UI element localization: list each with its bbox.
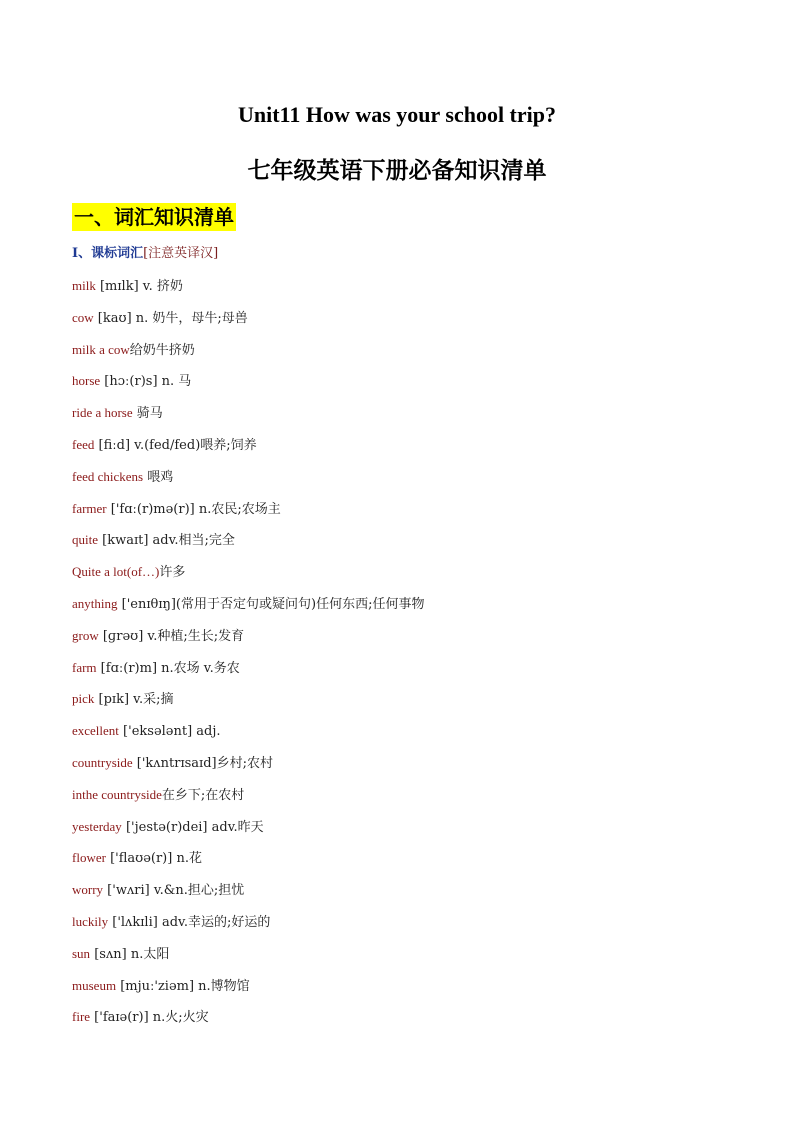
vocabulary-entry <box>72 1007 424 1039</box>
vocabulary-word: excellent <box>72 723 119 739</box>
vocabulary-definition: ['eksələnt] adj. <box>118 724 221 740</box>
vocabulary-word: farm <box>72 659 97 675</box>
vocabulary-word: luckily <box>72 913 109 929</box>
vocabulary-word: inthe countryside <box>72 786 162 802</box>
vocabulary-word: quite <box>72 532 98 548</box>
vocabulary-entry <box>72 880 424 912</box>
vocabulary-word: milk a cow <box>72 341 130 357</box>
vocabulary-definition: [fiːd] v.(fed/fed)喂养;饲养 <box>94 437 257 453</box>
vocabulary-word: sun <box>72 945 91 961</box>
vocabulary-word: yesterday <box>72 818 122 834</box>
vocabulary-list <box>72 276 424 1039</box>
subsection-lead: I、课标词汇 <box>72 246 144 261</box>
vocabulary-word: grow <box>72 627 99 643</box>
vocabulary-entry <box>72 308 424 340</box>
vocabulary-entry <box>72 658 424 690</box>
vocabulary-definition: 许多 <box>159 565 186 581</box>
vocabulary-definition: [hɔː(r)s] n. 马 <box>100 374 192 390</box>
vocabulary-definition: 给奶牛挤奶 <box>129 342 195 358</box>
vocabulary-entry <box>72 817 424 849</box>
vocabulary-word: cow <box>72 309 94 325</box>
vocabulary-entry <box>72 371 424 403</box>
vocabulary-word: feed <box>72 436 95 452</box>
vocabulary-definition: ['kʌntrɪsaɪd]乡村;农村 <box>132 755 273 771</box>
vocabulary-definition: ['wʌri] v.&n.担心;担忧 <box>103 883 245 899</box>
vocabulary-entry <box>72 848 424 880</box>
vocabulary-word: countryside <box>72 754 133 770</box>
vocabulary-word: fire <box>72 1009 91 1025</box>
vocabulary-entry <box>72 467 424 499</box>
section-heading: 一、词汇知识清单 <box>74 205 234 229</box>
vocabulary-word: milk <box>72 278 96 293</box>
vocabulary-definition: ['jestə(r)dei] adv.昨天 <box>121 819 264 835</box>
vocabulary-definition: [sʌn] n.太阳 <box>90 946 170 962</box>
vocabulary-word: flower <box>72 850 106 866</box>
vocabulary-definition: [kaʊ] n. 奶牛，母牛;母兽 <box>93 310 248 326</box>
vocabulary-word: farmer <box>72 500 107 516</box>
vocabulary-definition: ['enɪθɪŋ](常用于否定句或疑问句)任何东西;任何事物 <box>117 596 425 612</box>
vocabulary-word: horse <box>72 373 101 389</box>
vocabulary-entry <box>72 594 424 626</box>
vocabulary-word: museum <box>72 977 117 993</box>
vocabulary-definition: [mjuː'ziəm] n.博物馆 <box>116 978 250 994</box>
vocabulary-definition: [fɑː(r)m] n.农场 v.务农 <box>96 660 240 676</box>
vocabulary-definition: ['faɪə(r)] n.火;火灾 <box>90 1010 209 1026</box>
vocabulary-entry <box>72 944 424 976</box>
subsection-note: [注意英译汉] <box>143 246 219 261</box>
vocabulary-entry <box>72 976 424 1008</box>
vocabulary-word: feed chickens <box>72 468 144 484</box>
vocabulary-entry <box>72 626 424 658</box>
vocabulary-word: ride a horse <box>72 405 133 421</box>
vocabulary-entry <box>72 562 424 594</box>
vocabulary-entry <box>72 785 424 817</box>
vocabulary-entry <box>72 340 424 372</box>
vocabulary-entry <box>72 403 424 435</box>
vocabulary-entry <box>72 721 424 753</box>
vocabulary-entry <box>72 530 424 562</box>
vocabulary-word: pick <box>72 691 95 707</box>
vocabulary-definition: 骑马 <box>132 406 163 422</box>
vocabulary-entry <box>72 753 424 785</box>
page-subtitle: 七年级英语下册必备知识清单 <box>247 157 547 184</box>
vocabulary-definition: [mɪlk] v. 挤奶 <box>95 279 183 294</box>
vocabulary-word: worry <box>72 882 104 898</box>
vocabulary-word: anything <box>72 595 118 611</box>
vocabulary-definition: [ɡrəʊ] v.种植;生长;发育 <box>98 628 245 644</box>
page-title: Unit11 How was your school trip? <box>237 102 556 127</box>
vocabulary-entry <box>72 689 424 721</box>
vocabulary-entry <box>72 499 424 531</box>
vocabulary-definition: ['flaʊə(r)] n.花 <box>105 851 202 867</box>
vocabulary-entry <box>72 912 424 944</box>
vocabulary-definition: ['lʌkɪli] adv.幸运的;好运的 <box>108 914 271 930</box>
vocabulary-entry <box>72 435 424 467</box>
vocabulary-definition: 喂鸡 <box>143 469 174 485</box>
vocabulary-definition: 在乡下;在农村 <box>161 787 245 803</box>
vocabulary-entry <box>72 276 424 308</box>
vocabulary-word: Quite a lot(of…) <box>72 564 160 580</box>
subsection-heading <box>72 245 218 263</box>
vocabulary-definition: [kwaɪt] adv.相当;完全 <box>98 533 235 549</box>
vocabulary-definition: [pɪk] v.采;摘 <box>94 692 174 708</box>
vocabulary-definition: ['fɑː(r)mə(r)] n.农民;农场主 <box>106 501 281 517</box>
